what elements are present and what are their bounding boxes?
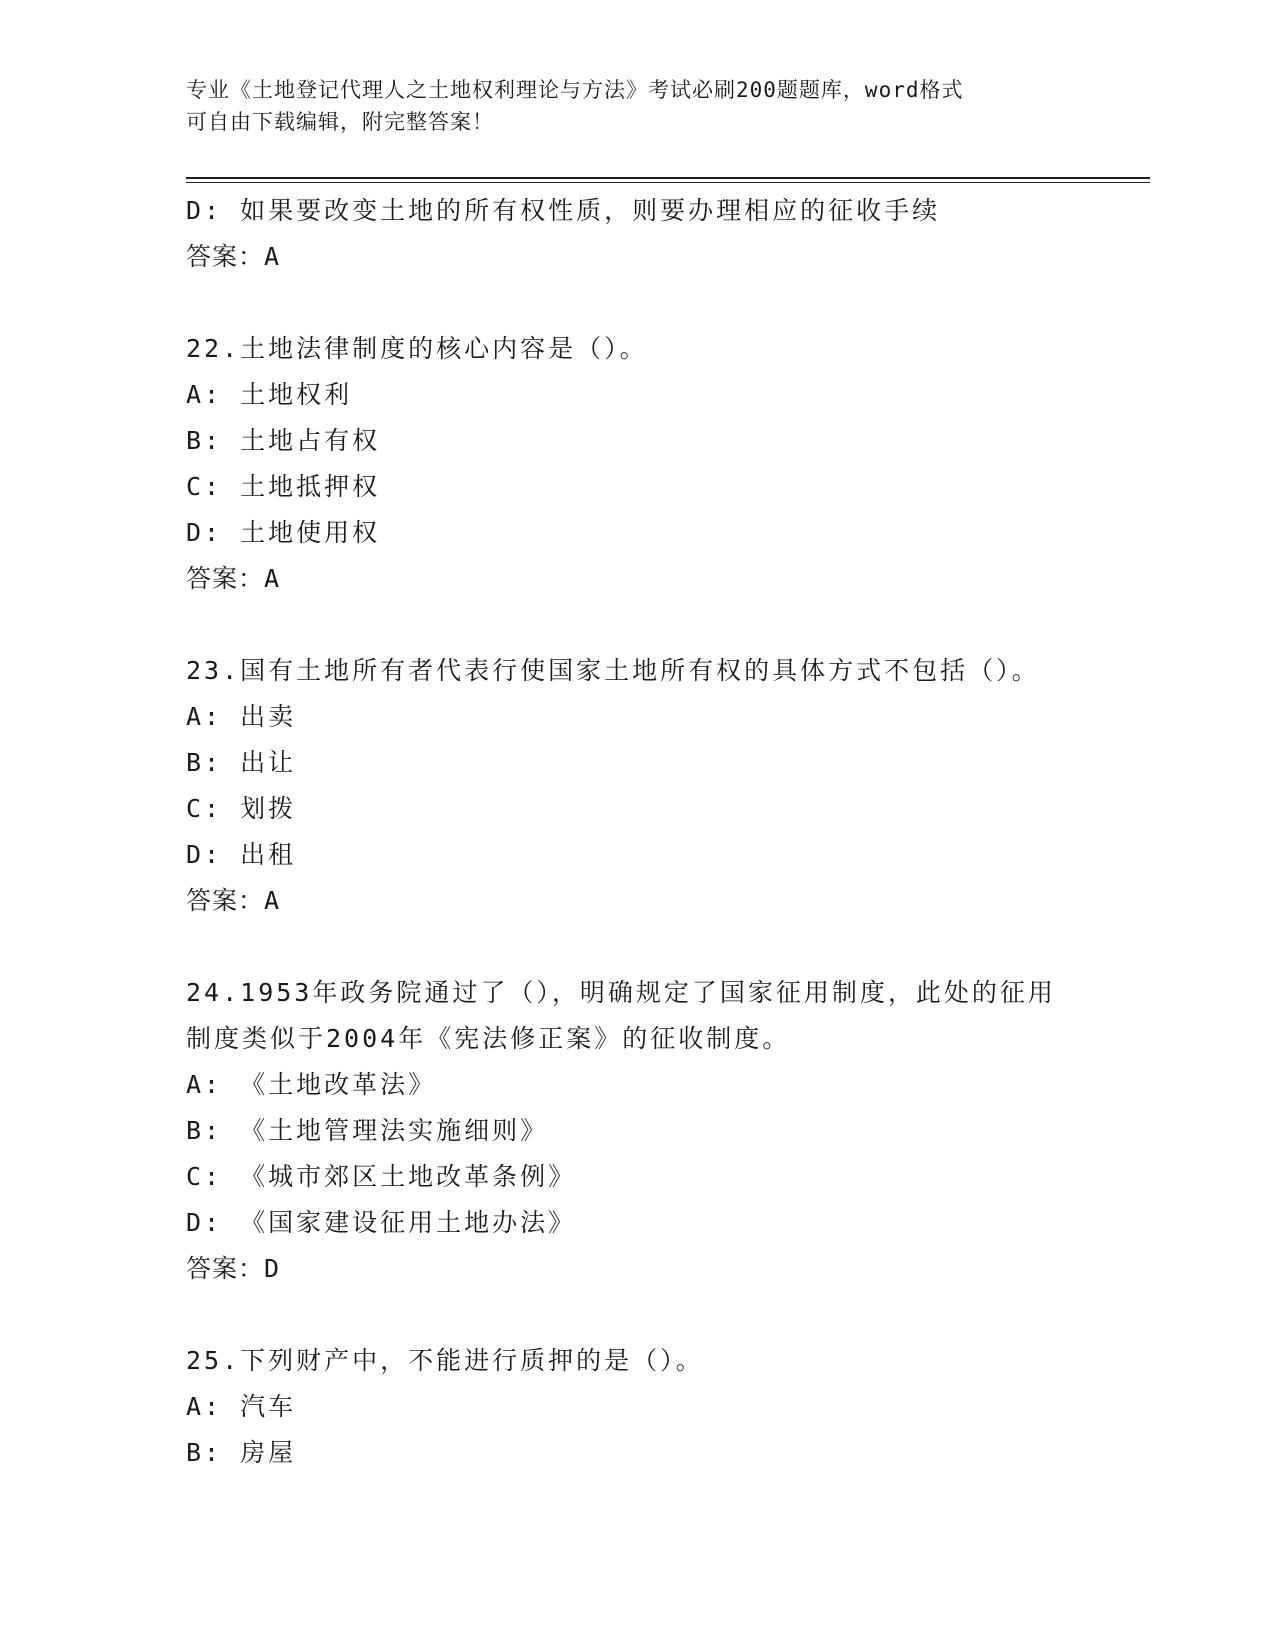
option-a: A: 出卖 xyxy=(186,702,297,731)
option-a: A: 汽车 xyxy=(186,1392,297,1421)
option-b: B: 出让 xyxy=(186,748,297,777)
question-stem-line-2: 制度类似于2004年《宪法修正案》的征收制度。 xyxy=(186,1024,791,1053)
option-a: A: 《土地改革法》 xyxy=(186,1070,437,1099)
header-divider xyxy=(186,177,1150,183)
answer-label: 答案： xyxy=(186,1254,265,1283)
answer-label: 答案： xyxy=(186,886,265,915)
answer-value: A xyxy=(264,242,281,271)
option-d: D: 《国家建设征用土地办法》 xyxy=(186,1208,577,1237)
question-24 xyxy=(186,970,1086,1292)
answer-line xyxy=(186,878,1086,924)
answer-label: 答案： xyxy=(186,242,265,271)
option-c: C: 《城市郊区土地改革条例》 xyxy=(186,1162,577,1191)
header-title-line-1: 专业《土地登记代理人之土地权利理论与方法》考试必刷200题题库，word格式 xyxy=(186,78,964,102)
answer-line xyxy=(186,234,1086,280)
question-stem-line-1: 24.1953年政务院通过了（），明确规定了国家征用制度，此处的征用 xyxy=(186,978,1056,1007)
page-header xyxy=(186,74,1066,138)
question-25 xyxy=(186,1338,1086,1476)
option-c: C: 划拨 xyxy=(186,794,297,823)
answer-line xyxy=(186,556,1086,602)
option-d: D: 如果要改变土地的所有权性质，则要办理相应的征收手续 xyxy=(186,196,941,225)
answer-value: D xyxy=(264,1254,281,1283)
header-title-line-2: 可自由下载编辑，附完整答案！ xyxy=(186,110,494,134)
answer-line xyxy=(186,1246,1086,1292)
question-23 xyxy=(186,648,1086,924)
document-body xyxy=(186,188,1086,1476)
option-b: B: 《土地管理法实施细则》 xyxy=(186,1116,549,1145)
question-22 xyxy=(186,326,1086,602)
answer-label: 答案： xyxy=(186,564,265,593)
question-stem: 23.国有土地所有者代表行使国家土地所有权的具体方式不包括（）。 xyxy=(186,656,1040,685)
option-b: B: 房屋 xyxy=(186,1438,297,1467)
option-d: D: 出租 xyxy=(186,840,297,869)
option-a: A: 土地权利 xyxy=(186,380,353,409)
question-stem: 22.土地法律制度的核心内容是（）。 xyxy=(186,334,648,363)
option-c: C: 土地抵押权 xyxy=(186,472,381,501)
option-b: B: 土地占有权 xyxy=(186,426,381,455)
answer-value: A xyxy=(264,886,281,915)
question-stem: 25.下列财产中，不能进行质押的是（）。 xyxy=(186,1346,704,1375)
option-d: D: 土地使用权 xyxy=(186,518,381,547)
answer-value: A xyxy=(264,564,281,593)
